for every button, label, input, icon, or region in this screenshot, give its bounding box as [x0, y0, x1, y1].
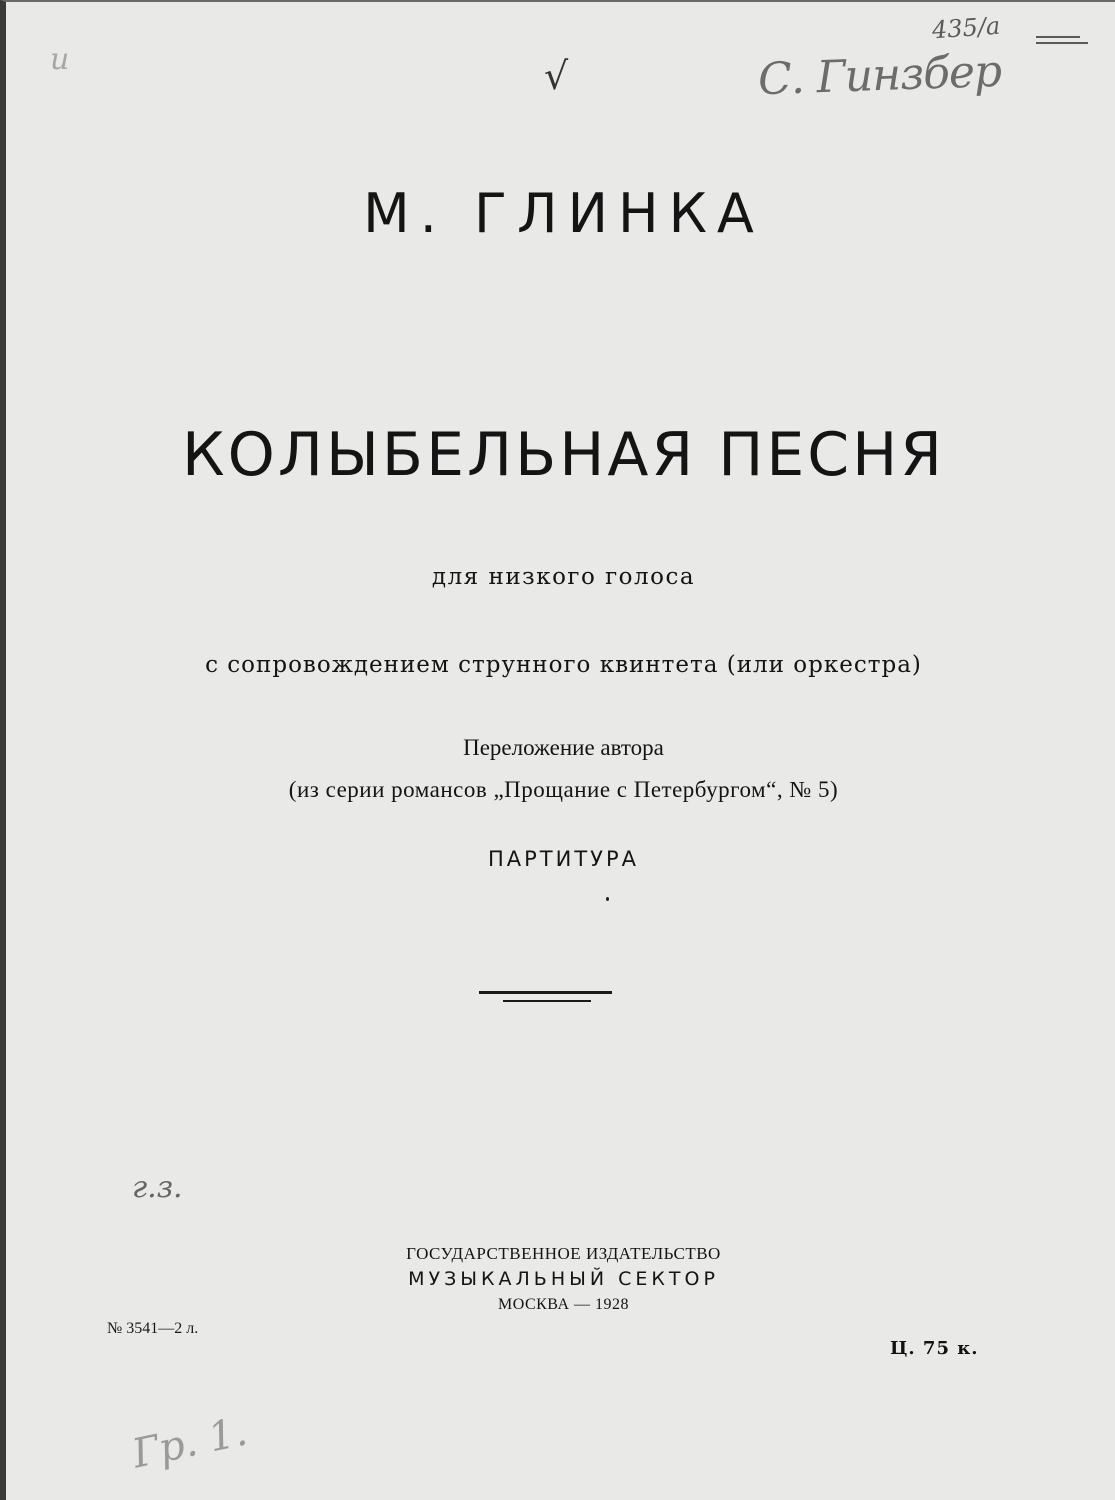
handwritten-signature: С. Гинзбер: [757, 45, 1002, 106]
ink-speck: [606, 897, 609, 901]
series-note: (из серии романсов „Прощание с Петербургом“, № 5): [288, 777, 839, 802]
publisher-name: ГОСУДАРСТВЕННОЕ ИЗДАТЕЛЬСТВО: [406, 1244, 721, 1263]
accompaniment-description: с сопровождением струнного квинтета (или оркестра): [205, 652, 922, 678]
score-label: ПАРТИТУРА: [487, 847, 639, 871]
plate-number: № 3541—2 л.: [107, 1320, 199, 1337]
decorative-rule-top: [479, 991, 612, 994]
arrangement-note: Переложение автора: [463, 735, 664, 760]
decorative-rule-bottom: [503, 1000, 591, 1002]
handwritten-corner-mark: и: [50, 42, 70, 77]
handwritten-checkmark: √: [544, 54, 569, 98]
composer-name: М. ГЛИНКА: [363, 182, 764, 245]
city-year: МОСКВА — 1928: [497, 1296, 630, 1313]
voice-description: для низкого голоса: [431, 564, 696, 590]
handwritten-initials: г.з.: [132, 1170, 183, 1205]
work-title: КОЛЫБЕЛЬНАЯ ПЕСНЯ: [182, 420, 945, 490]
price: Ц. 75 к.: [890, 1338, 979, 1359]
shelf-mark-underline-2: [1036, 42, 1088, 44]
handwritten-group-mark: Гр. 1.: [128, 1408, 252, 1478]
publisher-sector: МУЗЫКАЛЬНЫЙ СЕКТОР: [408, 1268, 719, 1290]
handwritten-shelf-mark: 435/а: [931, 11, 1002, 45]
shelf-mark-underline: [1036, 36, 1080, 38]
